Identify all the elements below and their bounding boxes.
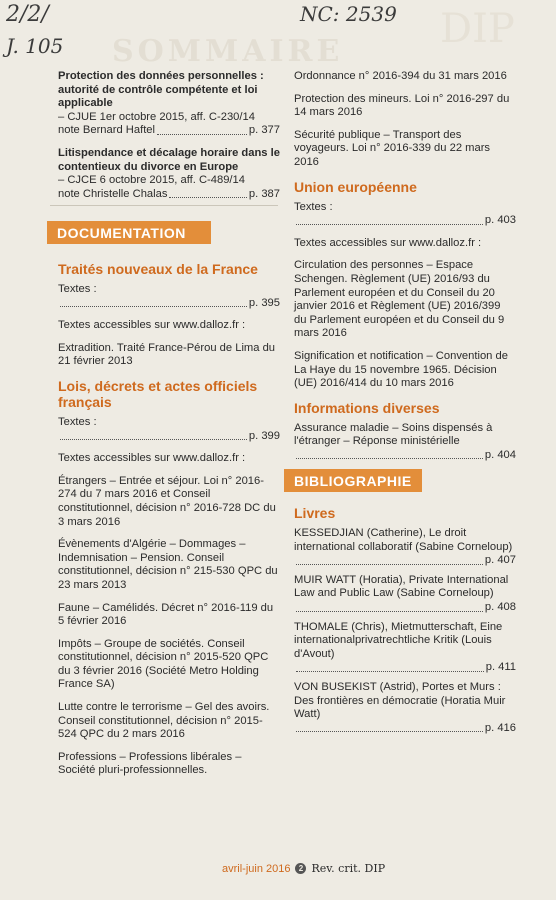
site-text: Textes accessibles sur www.dalloz.fr : xyxy=(58,452,246,465)
page-number: p. 416 xyxy=(484,721,516,734)
section-heading: Traités nouveaux de la France xyxy=(58,261,258,277)
journal-name: Rev. crit. DIP xyxy=(311,862,386,875)
divider xyxy=(50,205,278,206)
left-column xyxy=(58,70,280,210)
page-number: p. 387 xyxy=(248,187,280,200)
issue-date: avril-juin 2016 xyxy=(222,862,291,875)
section-band-documentation: DOCUMENTATION xyxy=(47,221,211,244)
page-number: p. 411 xyxy=(485,661,516,674)
toc-item: Signification et notification – Convention de La Haye du 15 novembre 1965. Décision (UE) 2016/414 du 10 mars 2016 xyxy=(294,349,508,390)
toc-item: Assurance maladie – Soins dispensés à l'étranger – Réponse ministérielle xyxy=(294,421,493,448)
site-text: Textes accessibles sur www.dalloz.fr : xyxy=(294,236,482,249)
leader-line xyxy=(294,449,516,463)
entry-ref: – CJUE 1er octobre 2015, aff. C-230/14 xyxy=(58,110,255,123)
page-number: p. 404 xyxy=(484,448,516,461)
handwritten-code: NC: 2539 xyxy=(300,2,397,26)
background-watermark-dip: DIP xyxy=(440,6,515,52)
toc-entry xyxy=(58,147,280,201)
toc-item: Sécurité publique – Transport des voyageurs. Loi n° 2016-339 du 22 mars 2016 xyxy=(294,128,491,168)
entry-note-line xyxy=(58,188,280,202)
textes-label: Textes : xyxy=(294,200,333,213)
toc-item: Lutte contre le terrorisme – Gel des avoirs. Conseil constitutionnel, décision n° 2015-524 QPC du 2 mars 2016 xyxy=(58,701,270,741)
entry-title: Litispendance et décalage horaire dans le contentieux du divorce en Europe xyxy=(58,146,280,173)
toc-item: Évènements d'Algérie – Dommages – Indemnisation – Pension. Conseil constitutionnel, décision n° 215-530 QPC du 23 mars 2013 xyxy=(58,538,278,591)
entry-note: note Christelle Chalas xyxy=(58,187,168,200)
toc-item: Ordonnance n° 2016-394 du 31 mars 2016 xyxy=(294,70,507,82)
background-watermark-title: SOMMAIRE xyxy=(112,34,344,69)
toc-item: Circulation des personnes – Espace Schengen. Règlement (UE) 2016/93 du Parlement européen et du Conseil du 20 janvier 2016 et Règlement (UE) 2016/399 du Parlement européen et du Conseil du 9 mars 2016 xyxy=(294,259,505,340)
toc-item: Professions – Professions libérales – Société pluri-professionnelles. xyxy=(58,750,242,777)
toc-item: Étrangers – Entrée et séjour. Loi n° 2016-274 du 7 mars 2016 et Conseil constitutionnel, décision n° 2016-728 DC du 3 mars 2016 xyxy=(58,474,276,528)
book-text: THOMALE (Chris), Mietmutterschaft, Eine internationalprivatrechtliche Kritik (Louis d'Avout) xyxy=(294,620,503,660)
entry-ref: – CJCE 6 octobre 2015, aff. C-489/14 xyxy=(58,174,245,187)
entry-note: note Bernard Haftel xyxy=(58,124,156,137)
toc-item: Protection des mineurs. Loi n° 2016-297 du 14 mars 2016 xyxy=(294,92,510,119)
issue-number-badge: 2 xyxy=(295,863,306,874)
leader-line xyxy=(58,297,280,311)
documentation-column xyxy=(58,253,280,787)
site-text: Textes accessibles sur www.dalloz.fr : xyxy=(58,319,246,332)
right-column xyxy=(294,70,516,471)
bibliographie-column xyxy=(294,497,516,741)
toc-item: Faune – Camélidés. Décret n° 2016-119 du 5 février 2016 xyxy=(58,601,274,628)
page-number: p. 403 xyxy=(484,214,516,227)
leader-line xyxy=(294,601,516,615)
page-number: p. 407 xyxy=(484,554,516,567)
book-text: KESSEDJIAN (Catherine), Le droit international collaboratif (Sabine Corneloup) xyxy=(294,527,513,553)
toc-item: Extradition. Traité France-Pérou de Lima du 21 février 2013 xyxy=(58,341,276,368)
toc-item: Impôts – Groupe de sociétés. Conseil constitutionnel, décision n° 2015-520 QPC du 3 février 2016 (Société Metro Holding France SA) xyxy=(58,637,269,691)
leader-line xyxy=(294,554,516,568)
book-entry xyxy=(294,621,516,675)
handwritten-note: J. 105 xyxy=(6,34,64,58)
leader-line xyxy=(58,430,280,444)
book-entry xyxy=(294,574,516,615)
page-number: p. 399 xyxy=(248,429,280,442)
leader-line xyxy=(294,722,516,736)
page-footer xyxy=(222,862,385,875)
textes-label: Textes : xyxy=(58,415,97,428)
section-band-bibliographie: BIBLIOGRAPHIE xyxy=(284,469,422,492)
page-number: p. 408 xyxy=(484,600,516,613)
book-text: VON BUSEKIST (Astrid), Portes et Murs : Des frontières en démocratie (Horatia Muir Watt) xyxy=(294,680,506,721)
leader-line xyxy=(294,214,516,228)
handwritten-note: 2/2/ xyxy=(6,2,49,27)
book-entry xyxy=(294,681,516,735)
leader-line xyxy=(294,661,516,675)
section-heading: Union européenne xyxy=(294,178,417,195)
book-text: MUIR WATT (Horatia), Private International Law and Public Law (Sabine Corneloup) xyxy=(294,573,509,600)
entry-title: Protection des données personnelles : autorité de contrôle compétente et loi applicable xyxy=(58,70,264,110)
book-entry xyxy=(294,527,516,568)
toc-entry xyxy=(58,70,280,138)
section-heading: Livres xyxy=(294,505,336,521)
textes-label: Textes : xyxy=(58,283,97,295)
section-heading: Informations diverses xyxy=(294,399,440,416)
page-number: p. 395 xyxy=(248,296,280,309)
entry-note-line xyxy=(58,124,280,138)
section-heading: Lois, décrets et actes officiels français xyxy=(58,377,258,410)
page-number: p. 377 xyxy=(248,124,280,137)
